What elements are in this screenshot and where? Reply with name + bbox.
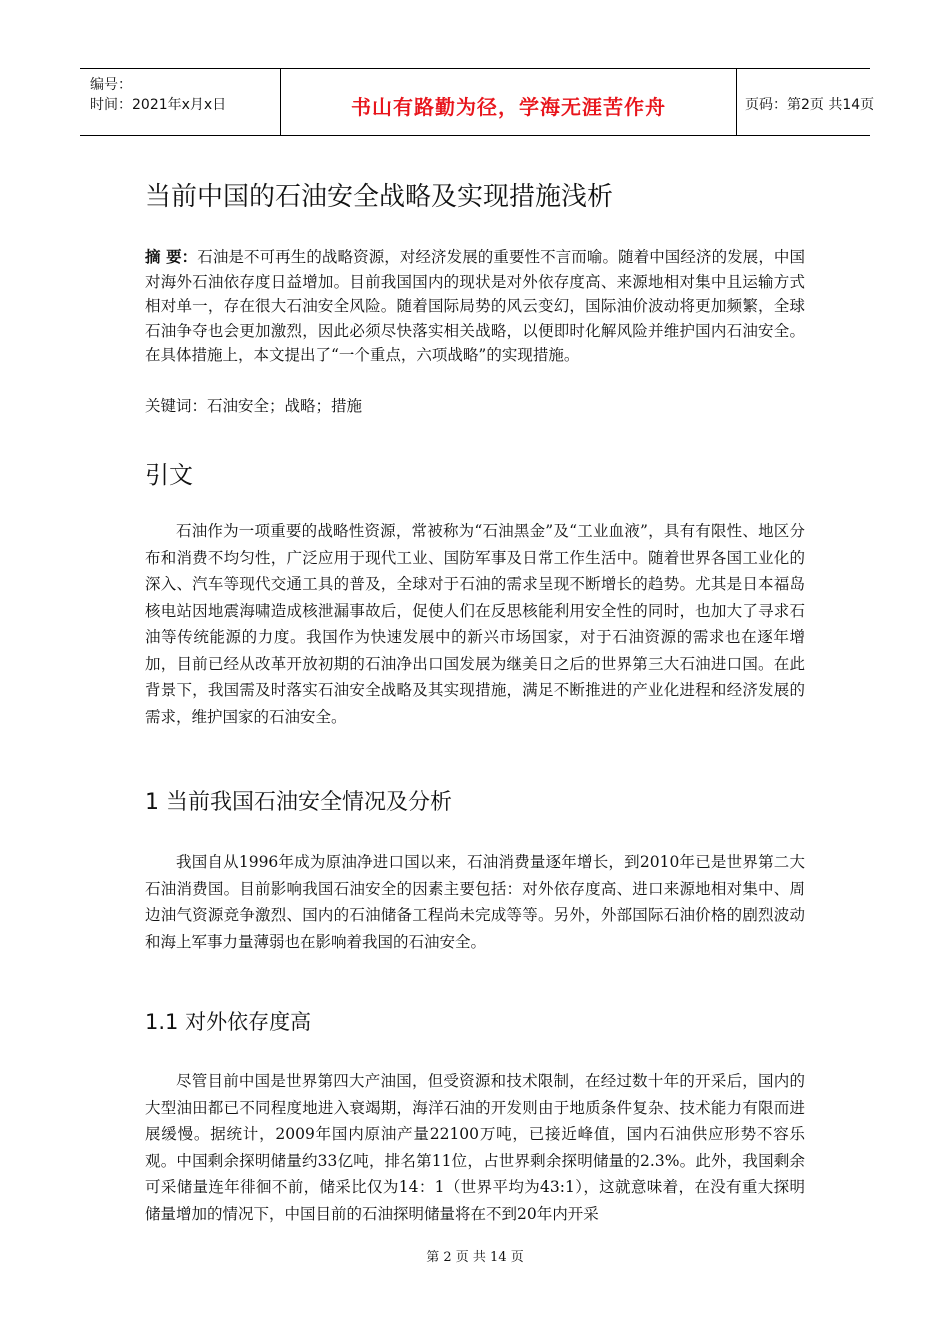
header-motto-cell [280, 69, 737, 135]
keywords: 关键词：石油安全；战略；措施 [145, 397, 363, 415]
introduction-paragraph: 石油作为一项重要的战略性资源，常被称为“石油黑金”及“工业血液”，具有有限性、地区分布和消费不均匀性，广泛应用于现代工业、国防军事及日常工作生活中。随着世界各国工业化的深入、汽车等现代交通工具的普及，全球对于石油的需求呈现不断增长的趋势。尤其是日本福岛核电站因地震海啸造成核泄漏事故后，促使人们在反思核能利用安全性的同时，也加大了寻求石油等传统能源的力度。我国作为快速发展中的新兴市场国家，对于石油资源的需求也在逐年增加，目前已经从改革开放初期的石油净出口国发展为继美日之后的世界第三大石油进口国。在此背景下，我国需及时落实石油安全战略及其实现措施，满足不断推进的产业化进程和经济发展的需求，维护国家的石油安全。 [145, 522, 805, 726]
page-footer: 第 2 页 共 14 页 [426, 1250, 524, 1265]
header-meta-cell [80, 69, 280, 135]
section-1-paragraph: 我国自从1996年成为原油净进口国以来，石油消费量逐年增长，到2010年已是世界第二大石油消费国。目前影响我国石油安全的因素主要包括：对外依存度高、进口来源地相对集中、周边油气资源竞争激烈、国内的石油储备工程尚未完成等等。另外，外部国际石油价格的剧烈波动和海上军事力量薄弱也在影响着我国的石油安全。 [145, 853, 805, 951]
header-page-cell [735, 69, 875, 135]
header-motto: 书山有路勤为径，学海无涯苦作舟 [351, 95, 666, 119]
page-header [80, 68, 875, 136]
abstract-text: 石油是不可再生的战略资源，对经济发展的重要性不言而喻。随着中国经济的发展，中国对海外石油依存度日益增加。目前我国国内的现状是对外依存度高、来源地相对集中且运输方式相对单一，存在很大石油安全风险。随着国际局势的风云变幻，国际油价波动将更加频繁，全球石油争夺也会更加激烈，因此必须尽快落实相关战略，以便即时化解风险并维护国内石油安全。在具体措施上，本文提出了“一个重点，六项战略”的实现措施。 [145, 248, 805, 364]
heading-introduction: 引文 [145, 461, 193, 489]
header-page-info: 页码：第2页 共14页 [745, 97, 875, 113]
heading-section-1: 1 当前我国石油安全情况及分析 [145, 790, 452, 815]
abstract-label: 摘 要： [145, 247, 198, 266]
section-1-1-paragraph: 尽管目前中国是世界第四大产油国，但受资源和技术限制，在经过数十年的开采后，国内的大型油田都已不同程度地进入衰竭期，海洋石油的开发则由于地质条件复杂、技术能力有限而进展缓慢。据统计，2009年国内原油产量22100万吨，已接近峰值，国内石油供应形势不容乐观。中国剩余探明储量约33亿吨，排名第11位，占世界剩余探明储量的2.3%。此外，我国剩余可采储量连年徘徊不前，储采比仅为14：1（世界平均为43:1），这就意味着，在没有重大探明储量增加的情况下，中国目前的石油探明储量将在不到20年内开采 [145, 1072, 805, 1223]
abstract [145, 245, 805, 368]
document-title: 当前中国的石油安全战略及实现措施浅析 [145, 182, 614, 212]
document-date-label: 时间：2021年x月x日 [90, 97, 227, 113]
document-number-label: 编号： [90, 77, 132, 93]
heading-section-1-1: 1.1 对外依存度高 [145, 1010, 312, 1034]
